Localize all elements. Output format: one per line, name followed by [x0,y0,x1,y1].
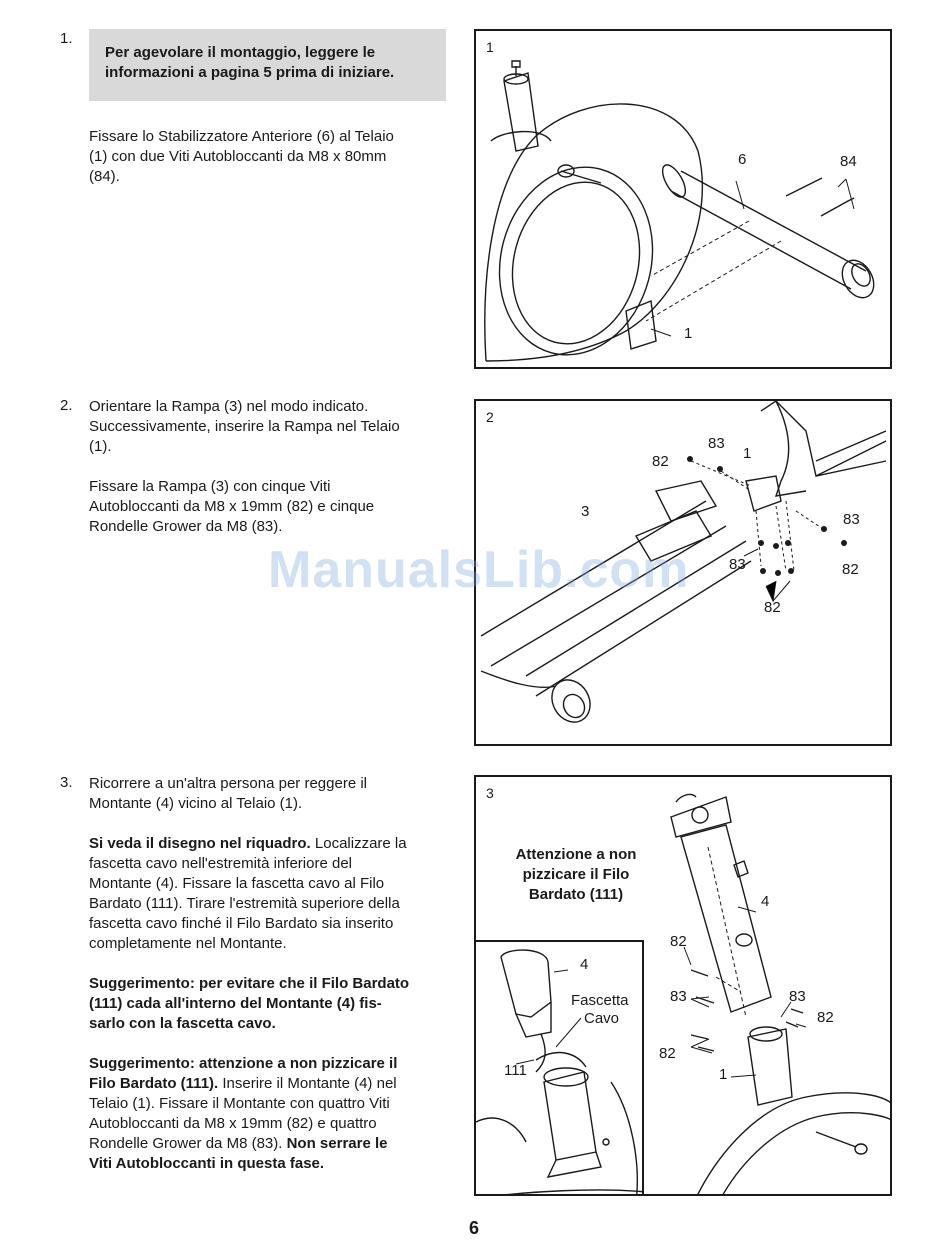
callout-label: 82 [817,1009,834,1026]
warning-caption: Attenzione a non pizzicare il Filo Bardato (111) [515,846,637,903]
paragraph-body: Localizzare la fascetta cavo nell'estremità inferiore del Montante (4). Fissare la fascetta cavo al Filo Bardato (111). Tirare l'estremità superiore della fascetta cavo finché il Filo Bardato sia inserito completamente nel Montante. [89,835,407,952]
figure-label: 1 [486,39,494,55]
callout-label: 83 [789,988,806,1005]
callout-label: 82 [764,599,781,616]
callout-label: 82 [842,561,859,578]
callout-label: 84 [840,153,857,170]
tip-paragraph: Suggerimento: per evitare che il Filo Bardato (111) cada all'interno del Montante (4) fis- sarlo con la fascetta cavo. [89,975,410,1032]
figure-label: 2 [486,409,494,425]
step-number: 1. [60,30,73,47]
figure-label: 3 [486,785,494,801]
step-text [89,397,459,557]
figure-3 [474,775,892,1196]
step-paragraph [89,1054,459,1174]
step-text [89,127,459,207]
figure-1-drawing [476,31,892,369]
callout-label: 1 [743,445,752,462]
step-paragraph: Orientare la Rampa (3) nel modo indicato. Successivamente, inserire la Rampa nel Telaio (1). [89,398,400,455]
page-number: 6 [469,1218,480,1238]
callout-label: 82 [670,933,687,950]
callout-label: 3 [581,503,590,520]
callout-label: 82 [659,1045,676,1062]
callout-label: 83 [670,988,687,1005]
inset-callout: 111 [504,1062,527,1079]
step-number: 2. [60,397,73,414]
step-paragraph: Fissare la Rampa (3) con cinque Viti Autobloccanti da M8 x 19mm (82) e cinque Rondelle Grower da M8 (83). [89,478,375,535]
callout-label: 1 [719,1066,728,1083]
callout-label: 1 [684,325,693,342]
detail-inset [474,940,644,1196]
step-text [89,774,459,1194]
callout-label: 6 [738,151,747,168]
note-box: Per agevolare il montaggio, leggere le informazioni a pagina 5 prima di iniziare. [89,29,446,101]
step-paragraph: Fissare lo Stabilizzatore Anteriore (6) al Telaio (1) con due Viti Autobloccanti da M8 x 80mm (84). [89,128,394,185]
callout-label: 83 [729,556,746,573]
callout-label: 82 [652,453,669,470]
callout-label: 83 [843,511,860,528]
paragraph-body: Inserire il Montante (4) nel Telaio (1). Fissare il Montante con quattro Viti Autobloccanti da M8 x 19mm (82) e quattro Rondelle Grower da M8 (83). [89,1075,397,1152]
step-number: 3. [60,774,73,791]
callout-label: 4 [761,893,770,910]
figure-1 [474,29,892,369]
inset-callout: Fascetta [571,992,629,1009]
callout-label: 83 [708,435,725,452]
bold-lead: Suggerimento: attenzione a non pizzicare il Filo Bardato (111). [89,1055,398,1092]
watermark: ManualsLib.com [268,541,690,599]
bold-lead: Si veda il disegno nel riquadro. [89,835,311,852]
inset-drawing [476,942,644,1196]
inset-callout: Cavo [584,1010,620,1027]
step-paragraph [89,834,459,954]
inset-callout: 4 [580,956,589,973]
bold-warning: Non serrare le Viti Autobloccanti in questa fase. [89,1135,388,1172]
step-paragraph: Ricorrere a un'altra persona per reggere il Montante (4) vicino al Telaio (1). [89,775,368,812]
